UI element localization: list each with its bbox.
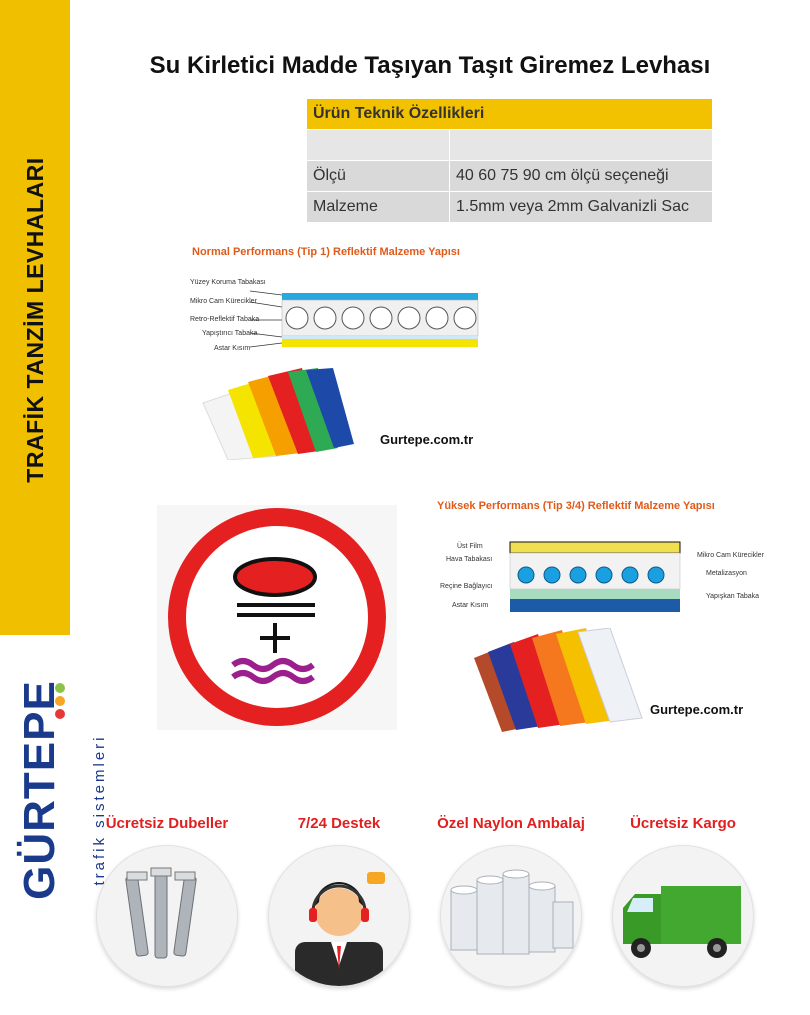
headset-support-icon xyxy=(268,845,410,987)
feature-packaging xyxy=(431,815,591,987)
feature-support xyxy=(259,815,419,987)
spec-table xyxy=(306,98,713,223)
feature-label: 7/24 Destek xyxy=(297,815,381,832)
high-layers-graphic xyxy=(486,538,696,618)
normal-sheets-graphic xyxy=(198,368,358,460)
sidebar-category-text: TRAFİK TANZİM LEVHALARI xyxy=(22,157,48,483)
prohibition-sign xyxy=(157,505,397,730)
spec-row-material xyxy=(307,192,713,223)
layer-label: Yapışkan Tabaka xyxy=(706,593,760,600)
layer-label: Mikro Cam Kürecikler xyxy=(190,298,257,305)
feature-free-dowels xyxy=(87,815,247,987)
layer-label: Retro-Reflektif Tabaka xyxy=(190,316,260,323)
layer-label: Üst Film xyxy=(457,543,483,550)
layer-label: Astar Kısım xyxy=(214,345,251,352)
normal-perf-link[interactable]: Gurtepe.com.tr xyxy=(380,432,474,447)
spec-value: 40 60 75 90 cm ölçü seçeneği xyxy=(450,161,713,192)
feature-label: Ücretsiz Dubeller xyxy=(105,815,229,832)
feature-free-shipping xyxy=(603,815,763,987)
spec-row-size xyxy=(307,161,713,192)
high-perf-title: Yüksek Performans (Tip 3/4) Reflektif Malzeme Yapısı xyxy=(437,500,715,512)
feature-label: Özel Naylon Ambalaj xyxy=(437,815,585,832)
layer-label: Metalizasyon xyxy=(706,570,747,577)
category-sidebar xyxy=(0,0,70,635)
normal-layers-graphic xyxy=(250,285,482,355)
layer-label: Mikro Cam Kürecikler xyxy=(697,552,764,559)
layer-label: Yapıştırıcı Tabaka xyxy=(202,330,258,337)
spec-blank-cell xyxy=(307,130,450,161)
high-perf-link[interactable]: Gurtepe.com.tr xyxy=(650,702,744,717)
dowels-icon xyxy=(96,845,238,987)
spec-label: Ölçü xyxy=(307,161,450,192)
brand-logo[interactable] xyxy=(0,675,108,935)
truck-icon xyxy=(612,845,754,987)
spec-value: 1.5mm veya 2mm Galvanizli Sac xyxy=(450,192,713,223)
high-sheets-graphic xyxy=(470,628,645,733)
spec-blank-cell xyxy=(450,130,713,161)
spec-label: Malzeme xyxy=(307,192,450,223)
layer-label: Reçine Bağlayıcı xyxy=(440,583,493,590)
page-title: Su Kirletici Madde Taşıyan Taşıt Giremez Levhası xyxy=(149,52,711,79)
feature-label: Ücretsiz Kargo xyxy=(630,815,736,832)
normal-perf-title: Normal Performans (Tip 1) Reflektif Malzeme Yapısı xyxy=(192,246,460,258)
layer-label: Yüzey Koruma Tabakası xyxy=(190,279,266,286)
logo-wordmark: GÜRTEPE xyxy=(15,680,64,900)
nylon-rolls-icon xyxy=(440,845,582,987)
layer-label: Hava Tabakası xyxy=(446,556,493,563)
spec-table-header: Ürün Teknik Özellikleri xyxy=(307,99,713,130)
logo-tagline: trafik sistemleri xyxy=(91,734,108,886)
layer-label: Astar Kısım xyxy=(452,602,489,609)
sign-image-area xyxy=(157,505,397,730)
